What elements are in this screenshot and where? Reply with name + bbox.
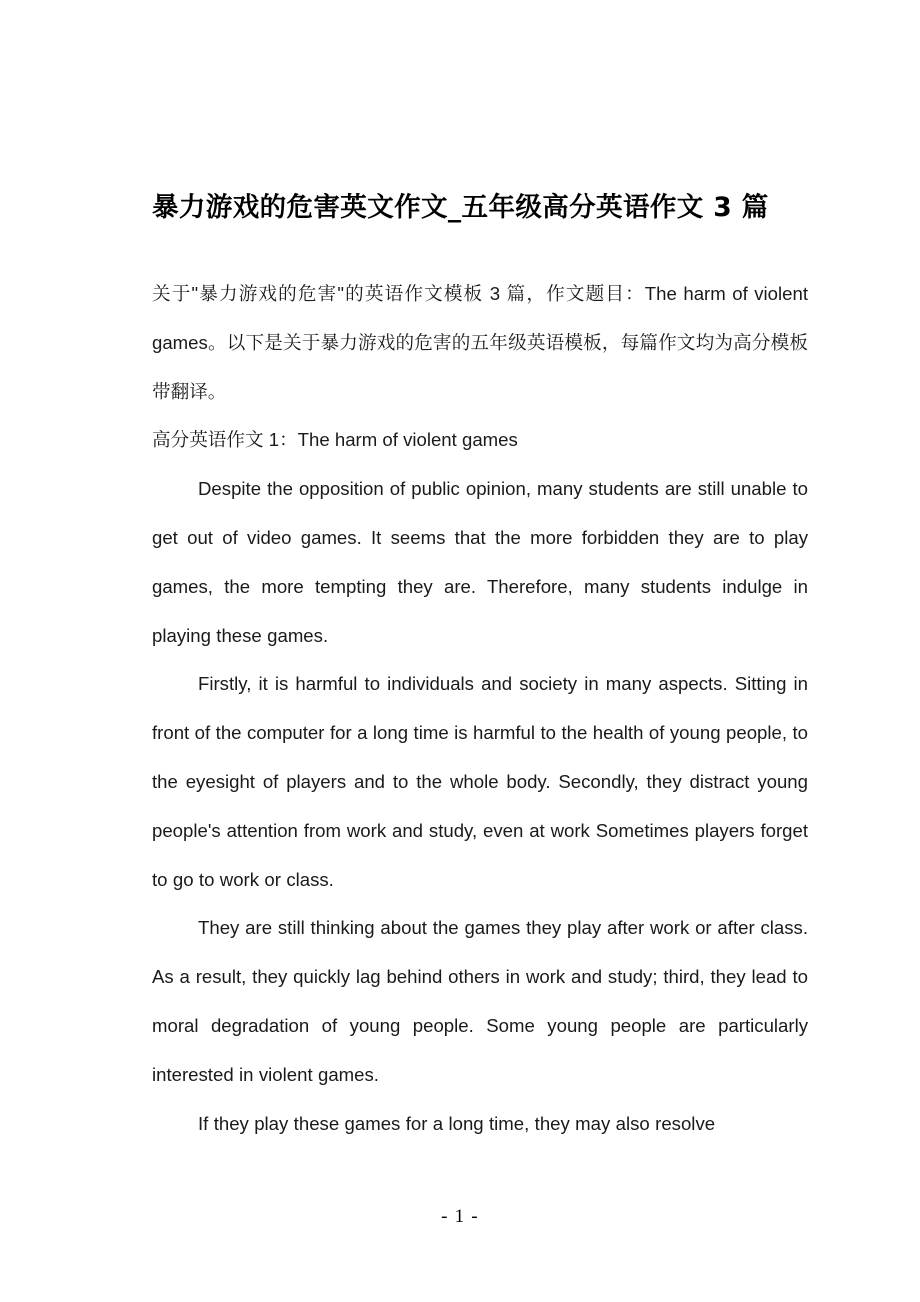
body-paragraph-1: Despite the opposition of public opinion, many students are still unable to get out of video games. It seems that the more forbidden they are to play games, the more tempting they are. Therefore, many students indulge in playing these games.: [152, 478, 808, 646]
section-heading: 高分英语作文 1：The harm of violent games: [152, 429, 518, 451]
body-paragraph-2: Firstly, it is harmful to individuals and society in many aspects. Sitting in front of the computer for a long time is harmful to the health of young people, to the eyesight of players and to the whole body. Secondly, they distract young people's attention from work and study, even at work Sometimes players forget to go to work or class.: [152, 673, 808, 890]
document-body: [152, 188, 808, 1148]
page-title: 暴力游戏的危害英文作文_五年级高分英语作文 3 篇: [152, 192, 769, 223]
intro-paragraph: 关于"暴力游戏的危害"的英语作文模板 3 篇，作文题目：The harm of violent games。以下是关于暴力游戏的危害的五年级英语模板，每篇作文均为高分模板带翻译。: [152, 283, 808, 402]
body-paragraph-4: If they play these games for a long time, they may also resolve: [198, 1112, 716, 1134]
body-paragraph-3: They are still thinking about the games they play after work or after class. As a result, they quickly lag behind others in work and study; third, they lead to moral degradation of young people. Some young people are particularly interested in violent games.: [152, 917, 808, 1085]
page-number-footer: - 1 -: [441, 1206, 479, 1227]
